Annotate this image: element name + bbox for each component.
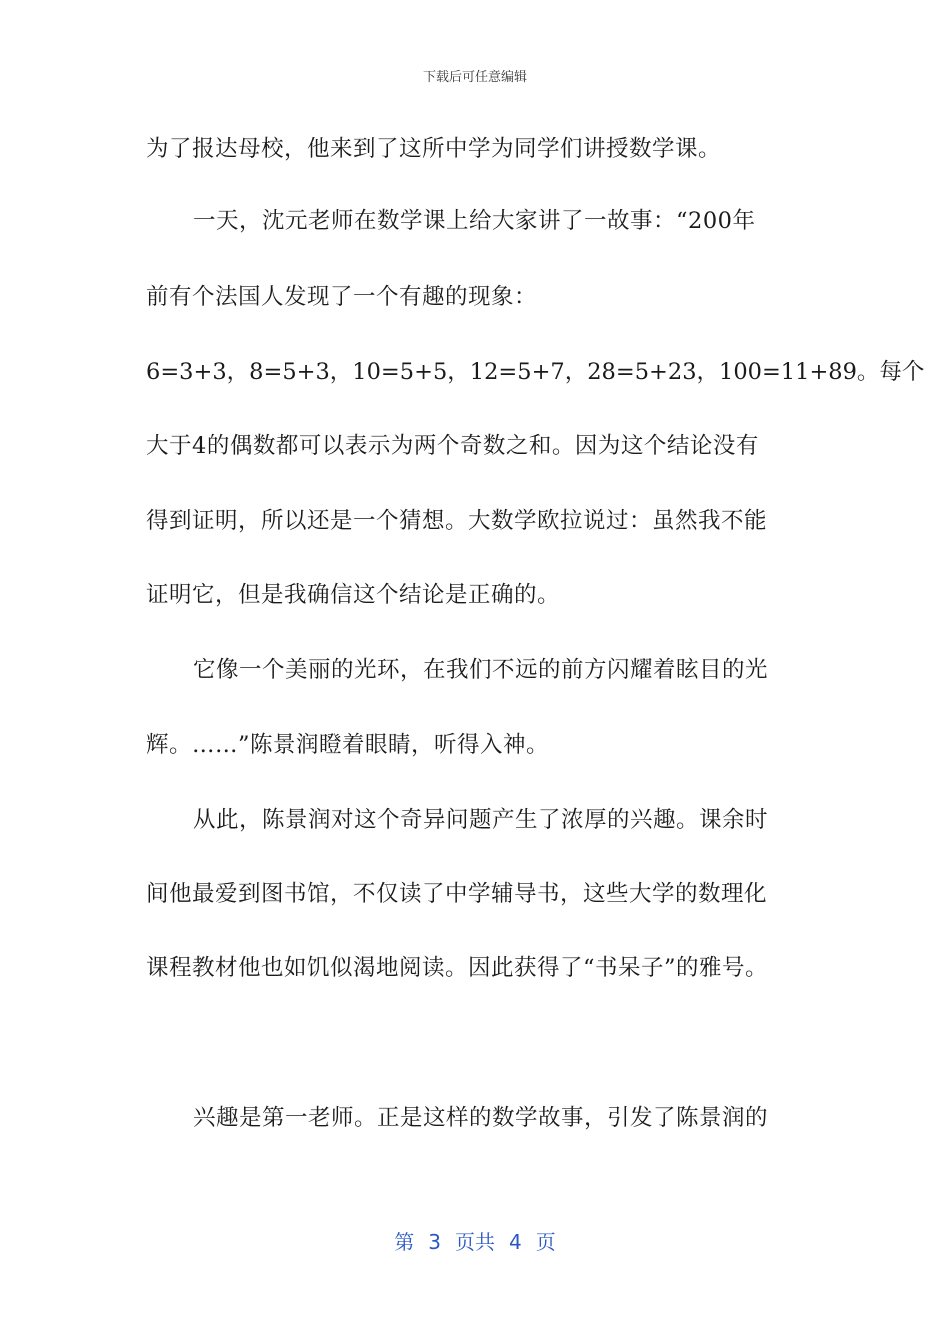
footer-middle: 页共 xyxy=(455,1230,495,1254)
text-line: 6=3+3，8=5+3，10=5+5，12=5+7，28=5+23，100=11+89。每个 xyxy=(146,359,925,385)
text-line: 辉。……”陈景润瞪着眼睛，听得入神。 xyxy=(146,732,550,758)
text-line: 一天，沈元老师在数学课上给大家讲了一故事：“200年 xyxy=(193,208,756,234)
total-pages-number: 4 xyxy=(509,1230,522,1254)
text-line: 证明它，但是我确信这个结论是正确的。 xyxy=(146,582,561,608)
text-line: 课程教材他也如饥似渴地阅读。因此获得了“书呆子”的雅号。 xyxy=(146,955,769,981)
text-line: 它像一个美丽的光环，在我们不远的前方闪耀着眩目的光 xyxy=(193,657,769,683)
page-footer xyxy=(0,1226,950,1255)
current-page-number: 3 xyxy=(428,1230,441,1254)
text-line: 从此，陈景润对这个奇异问题产生了浓厚的兴趣。课余时 xyxy=(193,807,769,833)
footer-suffix: 页 xyxy=(535,1230,556,1254)
text-line: 间他最爱到图书馆，不仅读了中学辅导书，这些大学的数理化 xyxy=(146,881,768,907)
text-line: 得到证明，所以还是一个猜想。大数学欧拉说过：虽然我不能 xyxy=(146,508,768,534)
text-line: 大于4的偶数都可以表示为两个奇数之和。因为这个结论没有 xyxy=(146,433,759,459)
page-header: 下载后可任意编辑 xyxy=(422,70,527,85)
text-line: 兴趣是第一老师。正是这样的数学故事，引发了陈景润的 xyxy=(193,1105,769,1131)
text-line: 前有个法国人发现了一个有趣的现象： xyxy=(146,284,538,310)
text-line: 为了报达母校，他来到了这所中学为同学们讲授数学课。 xyxy=(146,136,722,162)
footer-prefix: 第 xyxy=(394,1230,415,1254)
